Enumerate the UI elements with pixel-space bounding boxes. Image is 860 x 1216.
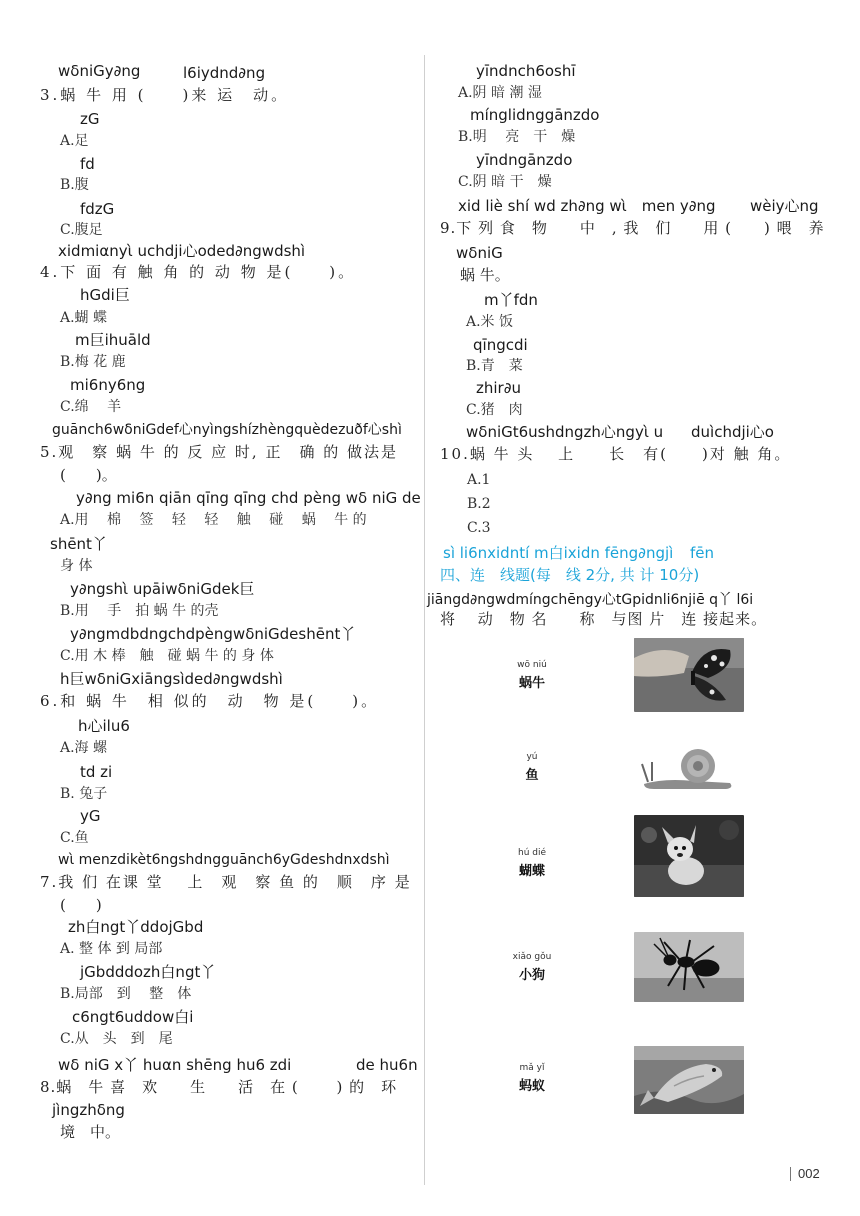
q6-opt-a-pinyin: h心ilu6: [78, 717, 130, 735]
q4-opt-a[interactable]: A.蝴 蝶: [60, 310, 108, 326]
q6-opt-b[interactable]: B. 兔子: [60, 786, 108, 802]
q4-opt-b-pinyin: m巨ihuāld: [75, 331, 151, 349]
q10-opt-c[interactable]: C.3: [467, 520, 491, 536]
q9-opt-c-pinyin: zhir∂u: [476, 379, 521, 397]
q7-opt-a-pinyin: zh白ngt丫ddojGbd: [68, 918, 204, 936]
match-label-text: 蝴蝶: [518, 864, 545, 879]
q10-question: 10.蜗 牛 头 上 长 有( )对 触 角。: [440, 445, 792, 463]
q6-opt-a[interactable]: A.海 螺: [60, 740, 108, 756]
q6-pinyin: h巨wδniGxiāngsìded∂ngwdshì: [60, 670, 283, 688]
q3-pinyin-a: wδniGy∂ng: [58, 62, 141, 80]
puppy-photo[interactable]: [634, 815, 744, 897]
section4-instruction-pinyin: jiāngd∂ngwdmíngchēngy心tGpidnli6njiē q丫 l6i: [427, 592, 754, 608]
q3-question: 3.蜗 牛 用 ( )来 运 动。: [40, 86, 290, 104]
match-label-text: 蚂蚁: [518, 1079, 545, 1094]
q7-opt-a[interactable]: A. 整 体 到 局部: [60, 941, 163, 957]
section4-pinyin-b: fēn: [690, 544, 715, 562]
q8-pinyin-a: wδ niG x丫 huαn shēng hu6 zdi: [58, 1056, 292, 1074]
match-label-butterfly[interactable]: [492, 848, 572, 879]
q10-opt-b[interactable]: B.2: [467, 496, 491, 512]
q8-pinyin-b: de hu6n: [356, 1056, 418, 1074]
match-label-text: 鱼: [525, 768, 539, 783]
q7-question: 7.我 们 在课 堂 上 观 察 鱼 的 顺 序 是: [40, 873, 412, 891]
match-label-ant[interactable]: [492, 1063, 572, 1094]
section4-title: 四、连 线题(每 线 2分, 共 计 10分): [440, 566, 700, 584]
q9-question: 9.下 列 食 物 中 , 我 们 用 ( ) 喂 养: [440, 219, 825, 237]
q6-opt-c-pinyin: yG: [80, 807, 101, 825]
q7-question-cont: ( ): [60, 896, 102, 914]
q7-opt-b[interactable]: B.局部 到 整 体: [60, 986, 192, 1002]
q9-opt-a[interactable]: A.米 饭: [466, 314, 514, 330]
q3-opt-b[interactable]: B.腹: [60, 177, 89, 193]
q8-opt-a[interactable]: A.阴 暗 潮 湿: [458, 85, 542, 101]
q4-opt-c-pinyin: mi6ny6ng: [70, 376, 146, 394]
match-label-pinyin: hú dié: [517, 848, 547, 858]
q5-question: 5.观 察 蜗 牛 的 反 应 时, 正 确 的 做法是: [40, 443, 398, 461]
match-label-text: 蜗牛: [518, 676, 545, 691]
q9-opt-c[interactable]: C.猪 肉: [466, 402, 523, 418]
q9-pinyin-cont: wδniG: [456, 244, 503, 262]
section4-instruction: 将 动 物 名 称 与图 片 连 接起来。: [440, 610, 768, 628]
q10-opt-a[interactable]: A.1: [467, 472, 491, 488]
q7-opt-b-pinyin: jGbdddozh白ngt丫: [80, 963, 216, 981]
match-label-pinyin: mǎ yǐ: [519, 1063, 545, 1073]
q3-opt-a[interactable]: A.足: [60, 133, 89, 149]
q10-pinyin-b: duìchdji心o: [691, 423, 774, 441]
q8-opt-c[interactable]: C.阴 暗 干 燥: [458, 174, 552, 190]
butterfly-photo[interactable]: [634, 638, 744, 712]
q6-question: 6.和 蜗 牛 相 似的 动 物 是( )。: [40, 692, 380, 710]
q5-opt-c[interactable]: C.用 木 棒 触 碰 蜗 牛 的 身 体: [60, 648, 274, 664]
q5-opt-b[interactable]: B.用 手 拍 蜗 牛 的壳: [60, 603, 219, 619]
q3-opt-c-pinyin: fdzG: [80, 200, 115, 218]
page-number: 002: [798, 1166, 820, 1181]
page-number-bar: [790, 1167, 791, 1181]
q8-opt-a-pinyin: yīndnch6oshī: [476, 62, 576, 80]
q6-opt-c[interactable]: C.鱼: [60, 830, 89, 846]
q5-opt-a-cont: 身 体: [60, 558, 93, 574]
q8-pinyin-cont: jìngzhδng: [52, 1101, 125, 1119]
q9-pinyin-b: wèiy心ng: [750, 197, 819, 215]
fish-photo[interactable]: [634, 1046, 744, 1114]
match-label-pinyin: yú: [526, 752, 538, 762]
q8-question: 8.蜗 牛 喜 欢 生 活 在 ( ) 的 环: [40, 1078, 398, 1096]
q4-opt-a-pinyin: hGdi巨: [80, 286, 130, 304]
q3-opt-a-pinyin: zG: [80, 110, 100, 128]
match-label-fish[interactable]: [492, 752, 572, 783]
q5-opt-a-cont-pinyin: shēnt丫: [50, 535, 107, 553]
column-divider: [424, 55, 425, 1185]
q4-opt-c[interactable]: C.绵 羊: [60, 399, 122, 415]
q7-pinyin: wὶ menzdikèt6ngshdngguānch6yGdeshdnxdshì: [58, 852, 390, 868]
q9-pinyin-a: xid liè shí wd zh∂ng wὶ men y∂ng: [458, 197, 716, 215]
q5-opt-c-pinyin: y∂ngmdbdngchdpèngwδniGdeshēnt丫: [70, 625, 356, 643]
match-label-puppy[interactable]: [492, 952, 572, 983]
q6-opt-b-pinyin: td zi: [80, 763, 113, 781]
q3-opt-b-pinyin: fd: [80, 155, 95, 173]
q7-opt-c[interactable]: C.从 头 到 尾: [60, 1031, 173, 1047]
q8-opt-b-pinyin: mínglidnggānzdo: [470, 106, 600, 124]
q5-opt-a[interactable]: A.用 棉 签 轻 轻 触 碰 蜗 牛 的: [60, 512, 367, 528]
match-label-pinyin: xiǎo gǒu: [512, 952, 552, 962]
q4-pinyin: xidmiαnyὶ uchdji心oded∂ngwdshì: [58, 242, 306, 260]
q5-opt-b-pinyin: y∂ngshὶ upāiwδniGdek巨: [70, 580, 255, 598]
q5-opt-a-pinyin: y∂ng mi6n qiān qīng qīng chd pèng wδ niG de: [76, 489, 421, 507]
q10-pinyin-a: wδniGt6ushdngzh心ngyὶ u: [466, 423, 664, 441]
q3-pinyin-b: l6iydnd∂ng: [183, 64, 266, 82]
q9-opt-b-pinyin: qīngcdi: [473, 336, 528, 354]
match-label-text: 小狗: [518, 968, 545, 983]
match-label-snail[interactable]: [492, 660, 572, 691]
q9-opt-b[interactable]: B.青 菜: [466, 358, 523, 374]
q8-opt-c-pinyin: yīndngānzdo: [476, 151, 573, 169]
q5-question-cont: ( )。: [60, 466, 117, 484]
q9-opt-a-pinyin: m丫fdn: [484, 291, 538, 309]
section4-pinyin-a: sì li6nxidntí m白ixidn fēng∂ngjì: [443, 544, 674, 562]
snail-photo[interactable]: [634, 734, 744, 796]
q5-pinyin: guānch6wδniGdef心nyìngshízhèngquèdezuðf心shì: [52, 422, 402, 438]
match-label-pinyin: wō niú: [517, 660, 547, 670]
q8-question-cont: 境 中。: [60, 1123, 121, 1141]
ant-photo[interactable]: [634, 932, 744, 1002]
q4-opt-b[interactable]: B.梅 花 鹿: [60, 354, 126, 370]
q4-question: 4.下 面 有 触 角 的 动 物 是( )。: [40, 263, 357, 281]
q9-question-cont: 蜗 牛。: [460, 266, 510, 284]
q7-opt-c-pinyin: c6ngt6uddow白i: [72, 1008, 194, 1026]
q8-opt-b[interactable]: B.明 亮 干 燥: [458, 129, 576, 145]
q3-opt-c[interactable]: C.腹足: [60, 222, 103, 238]
